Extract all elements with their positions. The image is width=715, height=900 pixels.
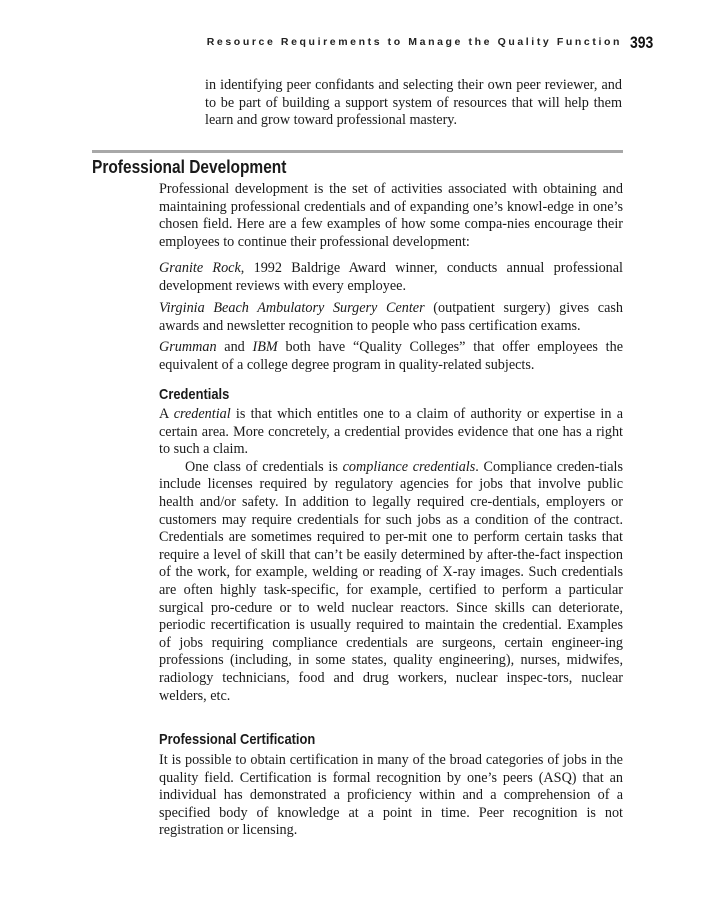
term-credential: credential [173,406,231,422]
credentials-paragraph-2 [159,459,623,705]
company-name: IBM [252,339,278,356]
company-name: Granite Rock [159,260,241,276]
subsection-heading-credentials: Credentials [159,386,230,403]
certification-paragraph: It is possible to obtain certification in many of the broad categories of jobs in the quality field. Certification is formal recognition by one’s peers (ASQ) that an individual has demonstrated a proficiency within and a comprehension of a specified body of knowledge at a point in time. Peer recognition is not registration or licensing. [159,752,623,839]
professional-development-intro: Professional development is the set of activities associated with obtaining and maintaining professional credentials and of expanding one’s knowl-edge in one’s chosen field. Here are a few examples of how some compa-nies encourage their employees to continue their professional development: [159,181,623,250]
company-name: Virginia Beach Ambulatory Surgery Center [159,300,425,317]
section-heading-professional-development: Professional Development [92,157,287,177]
text-span: is that which entitles one to a claim of authority or expertise in a certain area. More concretely, a credential provides evidence that one has a right to such a claim. [159,406,623,458]
conjunction: and [216,339,253,356]
example-text: (outpatient surgery) gives cash awards and newsletter recognition to people who pass certification exams. [159,300,623,334]
company-name: Grumman [159,339,217,356]
running-head: Resource Requirements to Manage the Quality Function [206,36,622,48]
example-grumman-ibm [159,339,623,374]
subsection-heading-professional-certification: Professional Certification [159,731,316,748]
text-span: . Compliance creden-tials include licenses required by regulatory agencies for jobs that involve public health and/or safety. In addition to legally required cre-dentials, employers or customers may require credentials for such jobs as a condition of the contract. Credentials are sometimes required to per-mit one to perform certain tasks that require a level of skill that can’t be easily determined by after-the-fact inspection of the work, for example, welding or reading of X-ray images. Such credentials are often highly task-specific, for example, certified to perform a particular surgical pro-cedure or to weld nuclear reactors. Since skills can deteriorate, periodic recertification is usually required to maintain the credential. Examples of jobs requiring compliance credentials are surgeons, certain engineer-ing professions (including, in some states, quality engineering), nurses, midwifes, radiology technicians, food and drug workers, nuclear inspec-tors, nuclear welders, etc. [159,458,623,704]
example-granite-rock [159,260,623,295]
term-compliance-credentials: compliance credentials [342,458,476,475]
example-text: both have “Quality Colleges” that offer employees the equivalent of a college degree program in quality-related subjects. [159,339,623,373]
credentials-body [159,406,623,705]
example-text: , 1992 Baldrige Award winner, conducts annual professional development reviews with every employee. [159,260,623,294]
section-divider [92,150,623,153]
text-span: One class of credentials is [185,458,343,475]
examples-list [159,260,623,378]
text-span: A [159,406,174,422]
credentials-paragraph-1 [159,406,623,459]
professional-certification-body [159,752,623,840]
lead-paragraph: in identifying peer confidants and selecting their own peer reviewer, and to be part of building a support system of resources that will help them learn and grow toward professional mastery. [205,77,622,129]
example-virginia-beach [159,300,623,335]
page-number: 393 [630,33,654,52]
